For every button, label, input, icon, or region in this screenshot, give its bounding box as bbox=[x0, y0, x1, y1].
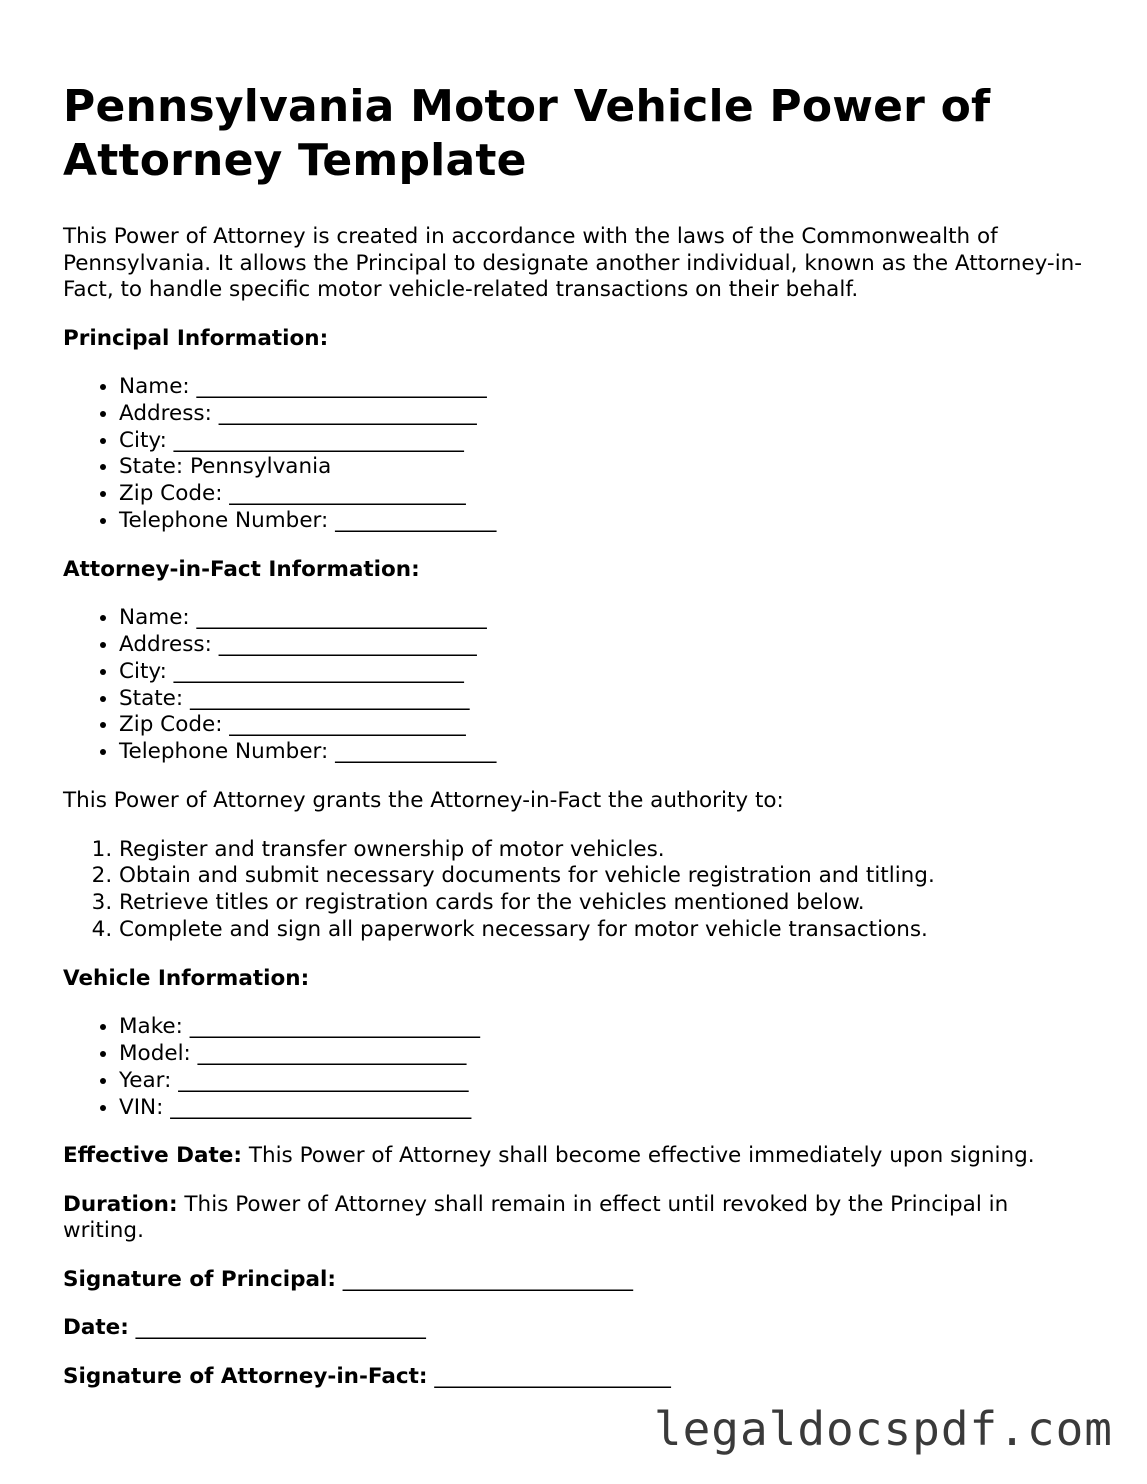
duration-paragraph bbox=[63, 1192, 1083, 1245]
vehicle-vin-field: • VIN: ____________________________ bbox=[119, 1095, 1083, 1122]
attorney-signature-label: Signature of Attorney-in-Fact: bbox=[63, 1363, 428, 1389]
principal-signature-label: Signature of Principal: bbox=[63, 1266, 336, 1292]
principal-heading: Principal Information: bbox=[63, 325, 329, 351]
attorney-zip-field: • Zip Code: ______________________ bbox=[119, 712, 1083, 739]
attorney-fields-list bbox=[63, 605, 1083, 766]
principal-state-field: • State: Pennsylvania bbox=[119, 454, 1083, 481]
authority-item: 3. Retrieve titles or registration cards for the vehicles mentioned below. bbox=[119, 890, 1083, 917]
authority-item: 1. Register and transfer ownership of motor vehicles. bbox=[119, 837, 1083, 864]
document-page bbox=[63, 80, 1083, 1390]
authority-intro: This Power of Attorney grants the Attorney-in-Fact the authority to: bbox=[63, 788, 784, 814]
attorney-state-field: • State: __________________________ bbox=[119, 686, 1083, 713]
vehicle-year-field: • Year: ___________________________ bbox=[119, 1068, 1083, 1095]
principal-signature-line bbox=[63, 1267, 1083, 1294]
vehicle-model-field: • Model: _________________________ bbox=[119, 1041, 1083, 1068]
vehicle-make-field: • Make: ___________________________ bbox=[119, 1014, 1083, 1041]
effective-date-text: This Power of Attorney shall become effective immediately upon signing. bbox=[241, 1143, 1035, 1169]
attorney-phone-field: • Telephone Number: _______________ bbox=[119, 739, 1083, 766]
duration-label: Duration: bbox=[63, 1191, 178, 1217]
authority-list bbox=[63, 837, 1083, 944]
attorney-address-field: • Address: ________________________ bbox=[119, 632, 1083, 659]
principal-address-field: • Address: ________________________ bbox=[119, 401, 1083, 428]
authority-item: 2. Obtain and submit necessary documents for vehicle registration and titling. bbox=[119, 863, 1083, 890]
principal-city-field: • City: ___________________________ bbox=[119, 428, 1083, 455]
principal-signature-blank: ___________________________ bbox=[335, 1266, 634, 1292]
attorney-city-field: • City: ___________________________ bbox=[119, 659, 1083, 686]
authority-item: 4. Complete and sign all paperwork necessary for motor vehicle transactions. bbox=[119, 917, 1083, 944]
intro-paragraph: This Power of Attorney is created in accordance with the laws of the Commonwealth of Pennsylvania. It allows the Principal to designate another individual, known as the Attorney-in-Fact, to handle specific motor vehicle-related transactions on their behalf. bbox=[63, 224, 1083, 302]
date-label: Date: bbox=[63, 1315, 129, 1341]
principal-phone-field: • Telephone Number: _______________ bbox=[119, 508, 1083, 535]
principal-fields-list bbox=[63, 374, 1083, 535]
effective-date-paragraph bbox=[63, 1143, 1083, 1170]
attorney-signature-blank: ______________________ bbox=[427, 1363, 671, 1389]
document-title: Pennsylvania Motor Vehicle Power of Attorney Template bbox=[63, 81, 991, 186]
date-blank: ___________________________ bbox=[128, 1315, 426, 1341]
attorney-name-field: • Name: ___________________________ bbox=[119, 605, 1083, 632]
watermark: legaldocspdf.com bbox=[653, 1402, 1113, 1456]
attorney-heading: Attorney-in-Fact Information: bbox=[63, 556, 420, 582]
effective-date-label: Effective Date: bbox=[63, 1143, 242, 1169]
principal-zip-field: • Zip Code: ______________________ bbox=[119, 481, 1083, 508]
vehicle-heading: Vehicle Information: bbox=[63, 965, 310, 991]
duration-text: This Power of Attorney shall remain in effect until revoked by the Principal in writing. bbox=[63, 1191, 1009, 1244]
vehicle-fields-list bbox=[63, 1014, 1083, 1121]
attorney-signature-line bbox=[63, 1364, 1083, 1391]
date-line bbox=[63, 1315, 1083, 1342]
principal-name-field: • Name: ___________________________ bbox=[119, 374, 1083, 401]
